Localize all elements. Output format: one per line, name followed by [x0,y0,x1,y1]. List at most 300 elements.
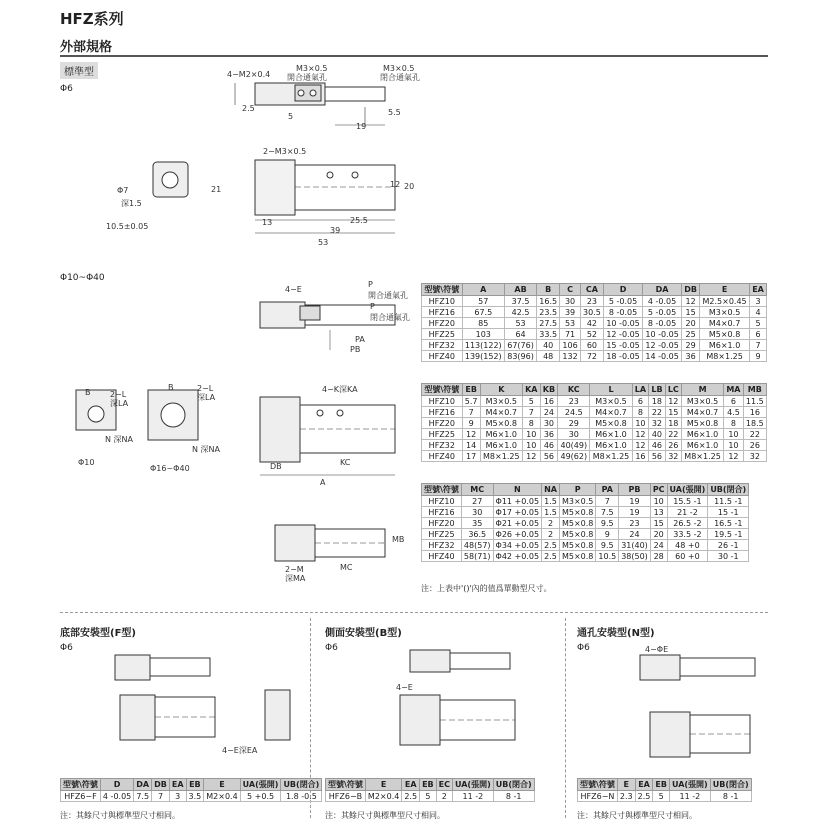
table-cell: 26 -1 [708,540,749,551]
table-header: 型號\符號 [61,779,101,791]
table-cell: 4 [750,307,767,318]
dim-deep1-5: 深1.5 [121,199,142,208]
table-cell: 1.5 [542,507,560,518]
dim-kc: KC [340,458,351,467]
table-cell: 24 [619,529,651,540]
table-cell: 4 -0.05 [100,791,133,802]
table-header: UA(張開) [240,779,281,791]
standard-type-tag: 標準型 [60,62,98,79]
table-header: MC [461,484,493,496]
table-cell: 9.5 [596,540,619,551]
table-cell: Φ21 +0.05 [493,518,542,529]
table-header: P [559,484,595,496]
table-cell: 5 +0.5 [240,791,281,802]
table-cell: 40 [537,340,560,351]
table-header: EA [169,779,186,791]
table-header: UB(閉合) [708,484,749,496]
table-cell: HFZ6−B [326,791,366,802]
table-cell: HFZ16 [422,307,463,318]
table-cell: 24 [650,540,667,551]
table-cell: Φ26 +0.05 [493,529,542,540]
table-cell: 5 [420,791,437,802]
dim-4-k-ka: 4−K深KA [322,385,358,394]
n-type-drawing [630,650,770,760]
table-cell: M8×1.25 [681,451,723,462]
table-cell: 10 [632,418,649,429]
table-cell: 26 [665,440,681,451]
phi6-front-drawing [145,160,205,210]
table-cell: 16.5 -1 [708,518,749,529]
table-header: MB [743,384,766,396]
dim-b: B [85,388,91,397]
table-cell: M3×0.5 [700,307,750,318]
table-cell: M2×0.4 [204,791,240,802]
table-cell: 15 [665,407,681,418]
dim-2-m: 2−M [285,565,304,574]
table-cell: 19 [619,496,651,507]
table-cell: 8 -0.05 [643,318,682,329]
table-header: C [560,284,581,296]
table-cell: M5×0.8 [681,418,723,429]
table-cell: 2.5 [542,540,560,551]
table-cell: 5 -0.05 [604,296,643,307]
table-cell: 16 [540,396,558,407]
table-cell: HFZ32 [422,440,463,451]
table-cell: 26.5 -2 [667,518,708,529]
dim-m3a: M3×0.5 [296,64,328,73]
table-cell: 33.5 [537,329,560,340]
table-cell: 48 +0 [667,540,708,551]
table-cell: 37.5 [504,296,536,307]
table-cell: 30 [558,429,590,440]
table-cell: 7.5 [596,507,619,518]
table-cell: 5 [522,396,540,407]
dim-2-l: 2−L [110,390,127,399]
table-cell: M6×1.0 [590,429,632,440]
dim-pa: PA [355,335,365,344]
table-cell: 38(50) [619,551,651,562]
table-cell: 36 [682,351,700,362]
table-header: UA(張開) [669,779,710,791]
table-cell: 22 [743,429,766,440]
table-cell: HFZ40 [422,551,462,562]
page-title: HFZ系列 [60,10,124,28]
table-header: EA [750,284,767,296]
table-cell: 8 -1 [493,791,534,802]
table-cell: 7 [462,407,480,418]
table-cell: 13 [650,507,667,518]
f-phi: Φ6 [60,643,73,653]
table-cell: 4 -0.05 [643,296,682,307]
table-cell: M5×0.8 [559,540,595,551]
table-header: KB [540,384,558,396]
table-cell: M2×0.4 [365,791,401,802]
dim-2-m3: 2−M3×0.5 [263,147,307,156]
table-cell: 52 [580,329,603,340]
f-note: 注：其餘尺寸與標準型尺寸相同。 [60,811,180,820]
table-cell: 60 +0 [667,551,708,562]
table-row [422,529,749,540]
table-cell: 2 [542,529,560,540]
table-cell: 113(122) [462,340,504,351]
table-cell: 23.5 [537,307,560,318]
table-header: B [537,284,560,296]
table-cell: 3.5 [186,791,204,802]
table-cell: HFZ20 [422,318,463,329]
table-cell: 10.5 [596,551,619,562]
table-header: DB [152,779,170,791]
spec-table-2 [421,383,767,462]
table-cell: 19 [619,507,651,518]
table-cell: 5 -0.05 [643,307,682,318]
table-cell: 7 [750,340,767,351]
table-cell: 21 -2 [667,507,708,518]
table-cell: M6×1.0 [700,340,750,351]
table-cell: 9.5 [596,518,619,529]
table-row [422,407,767,418]
table-cell: 10 [522,440,540,451]
table-header: CA [580,284,603,296]
table-cell: M6×1.0 [681,429,723,440]
table-header: EB [186,779,204,791]
b-note: 注：其餘尺寸與標準型尺寸相同。 [325,811,445,820]
table-row [422,396,767,407]
table-cell: M5×0.8 [700,329,750,340]
table-note: 注：上表中'()'內的值爲單動型尺寸。 [421,584,552,593]
table-header: DA [643,284,682,296]
table-cell: HFZ25 [422,529,462,540]
table-header: LA [632,384,649,396]
table-cell: 12 [682,296,700,307]
table-cell: 15 -0.05 [604,340,643,351]
dim-p1-sub: 開合通氣孔 [368,291,408,300]
section-divider [60,55,768,57]
table-cell: 3 [169,791,186,802]
table-cell: HFZ25 [422,429,463,440]
table-cell: 11 -2 [452,791,493,802]
b-type-title: 側面安裝型(B型) [325,628,402,639]
table-cell: 2.5 [635,791,653,802]
table-header: PB [619,484,651,496]
table-cell: 56 [540,451,558,462]
dim-phi7: Φ7 [117,186,129,195]
b-phi: Φ6 [325,643,338,653]
table-cell: 2.3 [617,791,635,802]
dim-ma: 深MA [285,574,306,583]
table-row [422,551,749,562]
table-cell: 15 [682,307,700,318]
n-phi: Φ6 [577,643,590,653]
table-cell: 16 [743,407,766,418]
n-type-table [577,778,752,802]
table-row [422,296,767,307]
table-cell: 71 [560,329,581,340]
table-cell: M3×0.5 [681,396,723,407]
dim-p1: P [368,280,373,289]
dim-2-5: 2.5 [242,104,255,113]
table-cell: 67(76) [504,340,536,351]
table-header: NA [542,484,560,496]
col-separator-2 [565,618,566,818]
dim-la: 深LA [110,399,129,408]
table-cell: 12 [665,396,681,407]
table-cell: 20 [682,318,700,329]
table-cell: 12 [522,451,540,462]
table-cell: 2 [436,791,452,802]
table-cell: 12 [724,451,743,462]
table-header: L [590,384,632,396]
table-header: LB [649,384,665,396]
table-cell: 83(96) [504,351,536,362]
table-cell: 4.5 [724,407,743,418]
table-cell: 12 [462,429,480,440]
table-header: E [617,779,635,791]
table-cell: 8 -0.05 [604,307,643,318]
table-cell: 5.7 [462,396,480,407]
table-cell: 7 [522,407,540,418]
dim-53: 53 [318,238,329,247]
label-phi16-40: Φ16~Φ40 [150,464,190,473]
dim-5-5: 5.5 [388,108,401,117]
table-header: 型號\符號 [326,779,366,791]
table-cell: M5×0.8 [590,418,632,429]
dim-pb: PB [350,345,361,354]
table-row [422,340,767,351]
table-cell: 10 [724,429,743,440]
n-note: 注：其餘尺寸與標準型尺寸相同。 [577,811,697,820]
table-row [422,496,749,507]
table-cell: 8 [632,407,649,418]
table-header: 型號\符號 [578,779,618,791]
dim-la2: 深LA [197,393,216,402]
table-cell: 40(49) [558,440,590,451]
table-row [422,540,749,551]
b-type-drawing [390,645,530,765]
table-cell: 7 [152,791,170,802]
phi10-bottom-drawing [255,515,395,585]
table-cell: 2.5 [402,791,420,802]
table-cell: 56 [649,451,665,462]
table-cell: M6×1.0 [480,429,522,440]
table-cell: HFZ6−N [578,791,618,802]
table-header: E [204,779,240,791]
dim-13: 13 [262,218,273,227]
table-header: UB(閉合) [281,779,322,791]
table-cell: 27 [461,496,493,507]
table-cell: M5×0.8 [480,418,522,429]
table-header: E [365,779,401,791]
dim-5: 5 [288,112,294,121]
table-row [422,440,767,451]
table-cell: M4×0.7 [590,407,632,418]
table-cell: 6 [632,396,649,407]
table-cell: 67.5 [462,307,504,318]
b-type-table [325,778,535,802]
table-header: KA [522,384,540,396]
table-cell: 16 [632,451,649,462]
table-cell: 36 [540,429,558,440]
table-header: UB(閉合) [493,779,534,791]
table-cell: 15.5 -1 [667,496,708,507]
table-cell: 106 [560,340,581,351]
table-cell: 132 [560,351,581,362]
table-cell: M5×0.8 [559,551,595,562]
label-phi10: Φ10 [78,458,95,467]
table-cell: M6×1.0 [590,440,632,451]
table-cell: M8×1.25 [480,451,522,462]
dim-p2: P [370,302,375,311]
table-cell: 14 -0.05 [643,351,682,362]
phi10-front-drawing [68,380,128,440]
table-cell: 8 [724,418,743,429]
table-header: AB [504,284,536,296]
table-cell: 24.5 [558,407,590,418]
table-cell: HFZ40 [422,451,463,462]
table-cell: 60 [580,340,603,351]
table-row [422,318,767,329]
table-cell: 7.5 [134,791,152,802]
table-cell: 11 -2 [669,791,710,802]
table-cell: 17 [462,451,480,462]
dim-m2: 4−M2×0.4 [227,70,271,79]
table-row [422,429,767,440]
table-cell: 7 [596,496,619,507]
table-header: D [100,779,133,791]
dim-39: 39 [330,226,341,235]
table-cell: 18.5 [743,418,766,429]
table-cell: M4×0.7 [480,407,522,418]
dim-m3b: M3×0.5 [383,64,415,73]
table-cell: 18 -0.05 [604,351,643,362]
n-e-label: 4−ΦE [645,645,669,654]
table-cell: 42.5 [504,307,536,318]
table-cell: 30 [560,296,581,307]
table-cell: M3×0.5 [559,496,595,507]
dim-12: 12 [390,180,401,189]
table-cell: 10 -0.05 [604,318,643,329]
table-cell: 46 [649,440,665,451]
table-cell: 14 [462,440,480,451]
table-cell: HFZ16 [422,507,462,518]
dim-10-5: 10.5±0.05 [106,222,149,231]
table-cell: 12 [632,429,649,440]
table-cell: 58(71) [461,551,493,562]
table-cell: 2 [542,518,560,529]
table-cell: 28 [650,551,667,562]
dim-20: 20 [404,182,415,191]
table-cell: 103 [462,329,504,340]
table-cell: 33.5 -2 [667,529,708,540]
spec-table-3 [421,483,749,562]
table-cell: M6×1.0 [480,440,522,451]
table-cell: 20 [650,529,667,540]
table-row [422,418,767,429]
table-cell: M8×1.25 [590,451,632,462]
table-cell: 3 [750,296,767,307]
table-cell: 24 [540,407,558,418]
spec-table-1 [421,283,767,362]
table-cell: 1.5 [542,496,560,507]
phi6-side-drawing [225,145,425,250]
table-cell: 30 [461,507,493,518]
table-cell: 36.5 [461,529,493,540]
table-cell: HFZ32 [422,540,462,551]
table-row [422,518,749,529]
dim-p2-sub: 閉合通氣孔 [370,313,410,322]
table-cell: 139(152) [462,351,504,362]
table-cell: 32 [649,418,665,429]
table-cell: HFZ32 [422,340,463,351]
table-cell: Φ11 +0.05 [493,496,542,507]
table-cell: 23 [619,518,651,529]
table-header: UA(張開) [667,484,708,496]
table-cell: HFZ16 [422,407,463,418]
table-header: MA [724,384,743,396]
table-cell: HFZ20 [422,518,462,529]
table-cell: 25 [682,329,700,340]
dim-m3b-sub: 閉合通氣孔 [380,73,420,82]
table-cell: Φ34 +0.05 [493,540,542,551]
table-cell: HFZ6−F [61,791,101,802]
dim-n-na: N 深NA [105,435,133,444]
section-title: 外部規格 [60,40,113,55]
table-cell: M6×1.0 [681,440,723,451]
table-cell: 6 [750,329,767,340]
table-cell: HFZ40 [422,351,463,362]
dim-a: A [320,478,326,487]
f-type-title: 底部安裝型(F型) [60,628,136,639]
table-header: EA [635,779,653,791]
table-cell: 16.5 [537,296,560,307]
n-type-title: 通孔安裝型(N型) [577,628,655,639]
table-cell: 57 [462,296,504,307]
table-cell: 35 [461,518,493,529]
table-cell: 49(62) [558,451,590,462]
table-cell: M8×1.25 [700,351,750,362]
table-cell: 9 [750,351,767,362]
table-cell: 22 [649,407,665,418]
table-cell: 12 -0.05 [604,329,643,340]
table-cell: 8 [522,418,540,429]
table-cell: 30 -1 [708,551,749,562]
table-header: 型號\符號 [422,384,463,396]
phi10-40-label: Φ10~Φ40 [60,273,105,283]
table-cell: 29 [558,418,590,429]
table-cell: 12 -0.05 [643,340,682,351]
table-header: A [462,284,504,296]
table-cell: 27.5 [537,318,560,329]
section-separator [60,612,768,613]
table-cell: 32 [665,451,681,462]
table-cell: M5×0.8 [559,518,595,529]
table-row [422,307,767,318]
table-cell: 15 [650,518,667,529]
table-cell: 18 [649,396,665,407]
table-cell: HFZ10 [422,496,462,507]
table-cell: 9 [596,529,619,540]
table-cell: 22 [665,429,681,440]
table-cell: M3×0.5 [590,396,632,407]
table-header: DB [682,284,700,296]
dim-mc: MC [340,563,353,572]
table-cell: 6 [724,396,743,407]
table-cell: 29 [682,340,700,351]
table-cell: 8 -1 [710,791,751,802]
table-cell: 9 [462,418,480,429]
table-header: 型號\符號 [422,484,462,496]
table-header: LC [665,384,681,396]
f-type-drawing [80,645,300,765]
